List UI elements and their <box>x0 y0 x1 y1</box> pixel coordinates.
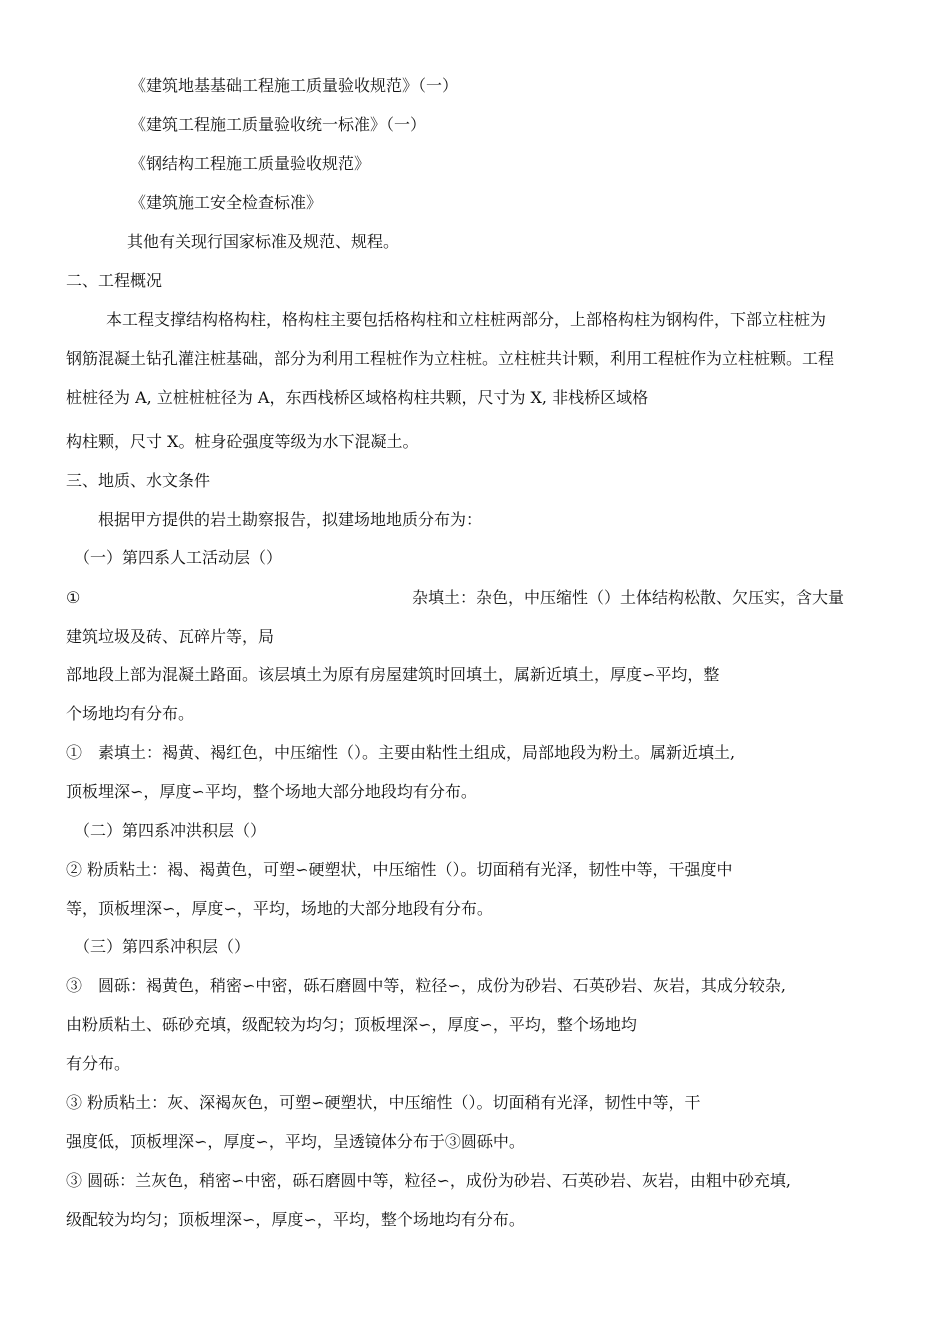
paragraph-line: 建筑垃圾及砖、瓦碎片等，局 <box>66 627 275 646</box>
paragraph-line: ① 素填土：褐黄、褐红色，中压缩性（）。主要由粘性土组成，局部地段为粉土。属新近填土, <box>66 743 736 762</box>
paragraph-line: 顶板埋深∽，厚度∽平均，整个场地大部分地段均有分布。 <box>66 782 477 801</box>
item-marker: ① <box>66 588 81 607</box>
paragraph-line: 级配较为均匀；顶板埋深∽，厚度∽，平均，整个场地均有分布。 <box>66 1210 525 1229</box>
paragraph-line: 本工程支撑结构格构柱，格构柱主要包括格构柱和立柱桩两部分，上部格构柱为钢构件，下部立柱桩为 <box>106 310 827 329</box>
paragraph-line: 有分布。 <box>66 1054 131 1073</box>
paragraph-line: 钢筋混凝土钻孔灌注桩基础，部分为利用工程桩作为立柱桩。立柱桩共计颗，利用工程桩作为立柱桩颗。工程 <box>66 349 835 368</box>
paragraph-line: 根据甲方提供的岩土勘察报告，拟建场地地质分布为： <box>98 510 483 529</box>
paragraph-line: ② 粉质粘土：褐、褐黄色，可塑∽硬塑状，中压缩性（）。切面稍有光泽，韧性中等，干强度中 <box>66 860 733 879</box>
paragraph-line: ③ 圆砾：兰灰色，稍密∽中密，砾石磨圆中等，粒径∽，成份为砂岩、石英砂岩、灰岩，由粗中砂充填, <box>66 1171 791 1190</box>
other-standards-line: 其他有关现行国家标准及规范、规程。 <box>127 232 400 251</box>
reference-line: 《建筑工程施工质量验收统一标准》（一） <box>130 115 427 134</box>
reference-line: 《钢结构工程施工质量验收规范》 <box>130 154 371 173</box>
section-heading: 二、工程概况 <box>66 271 163 290</box>
paragraph-line: 由粉质粘土、砾砂充填，级配较为均匀；顶板埋深∽，厚度∽，平均，整个场地均 <box>66 1015 637 1034</box>
reference-line: 《建筑施工安全检查标准》 <box>130 193 323 212</box>
paragraph-line: 桩桩径为 A, 立桩桩桩径为 A，东西栈桥区域格构柱共颗，尺寸为 X, 非栈桥区域格 <box>66 388 649 407</box>
subsection-heading: （二）第四系冲洪积层（） <box>74 821 267 840</box>
subsection-heading: （三）第四系冲积层（） <box>74 937 251 956</box>
paragraph-line: 个场地均有分布。 <box>66 704 195 723</box>
subsection-heading: （一）第四系人工活动层（） <box>74 548 283 567</box>
reference-line: 《建筑地基基础工程施工质量验收规范》（一） <box>130 76 459 95</box>
paragraph-line: ③ 粉质粘土：灰、深褐灰色，可塑∽硬塑状，中压缩性（）。切面稍有光泽，韧性中等，干 <box>66 1093 701 1112</box>
paragraph-line: 等，顶板埋深∽，厚度∽，平均，场地的大部分地段有分布。 <box>66 899 493 918</box>
paragraph-line: ③ 圆砾：褐黄色，稍密∽中密，砾石磨圆中等，粒径∽，成份为砂岩、石英砂岩、灰岩，其成分较杂, <box>66 976 786 995</box>
section-heading: 三、地质、水文条件 <box>66 471 211 490</box>
paragraph-line: 部地段上部为混凝土路面。该层填土为原有房屋建筑时回填土，属新近填土，厚度∽平均，整 <box>66 665 720 684</box>
paragraph-line: 构柱颗，尺寸 X。桩身砼强度等级为水下混凝土。 <box>66 432 419 451</box>
paragraph-line: 强度低，顶板埋深∽，厚度∽，平均，呈透镜体分布于③圆砾中。 <box>66 1132 525 1151</box>
paragraph-line: 杂填土：杂色，中压缩性（）土体结构松散、欠压实，含大量 <box>412 588 845 607</box>
